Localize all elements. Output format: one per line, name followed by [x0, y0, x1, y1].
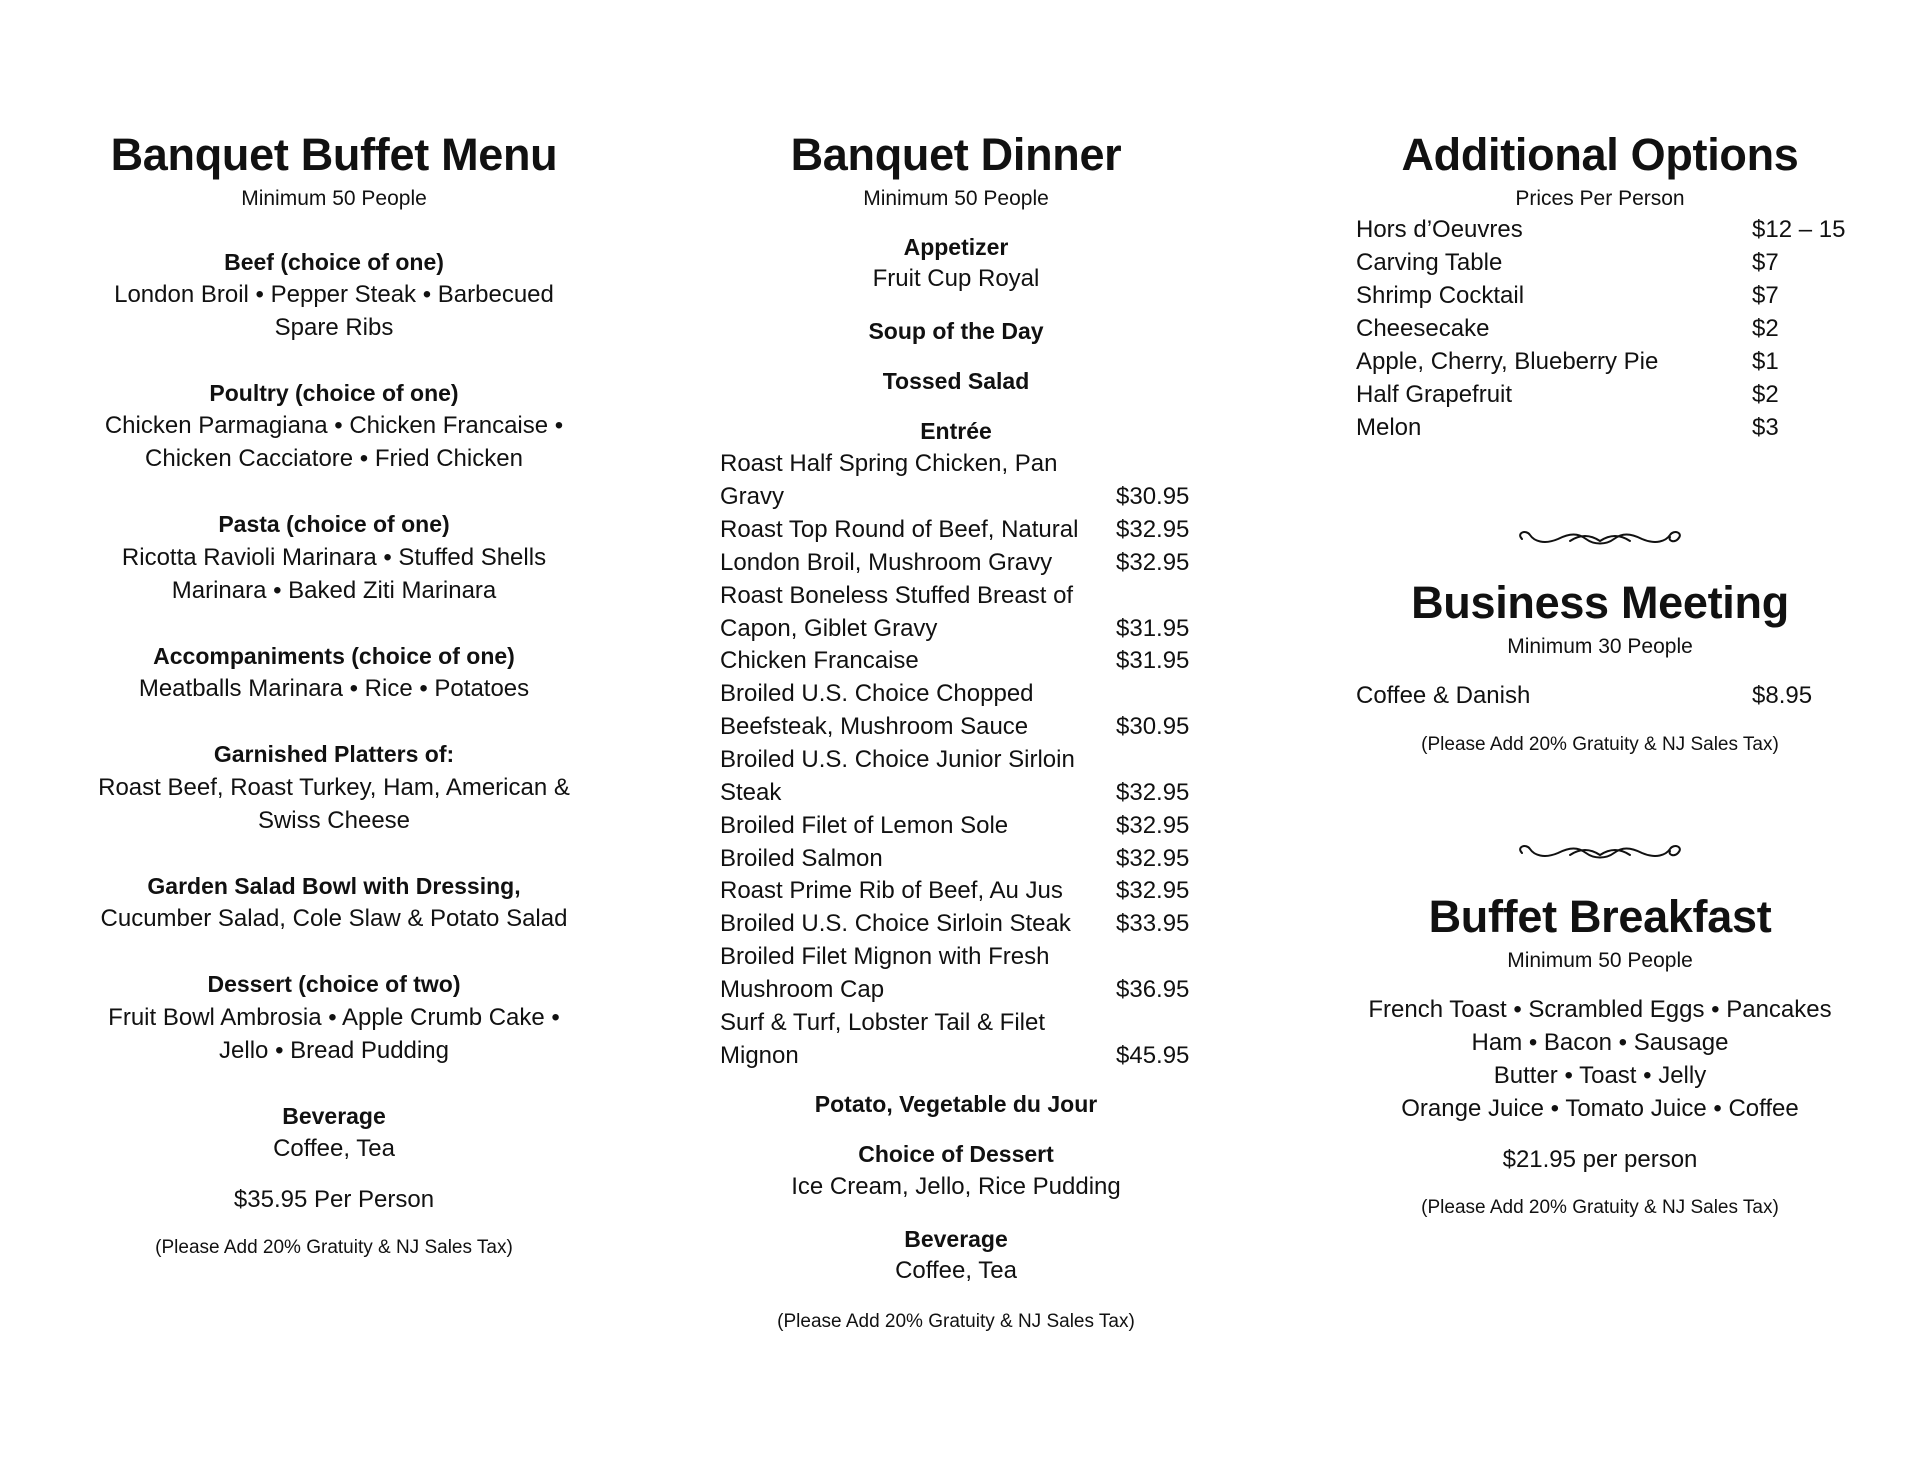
breakfast-line: French Toast • Scrambled Eggs • Pancakes: [1368, 996, 1832, 1023]
entree-item: Broiled U.S. Choice Sirloin Steak: [720, 910, 1071, 937]
option-item: Shrimp Cocktail: [1356, 282, 1525, 309]
entree-item: Capon, Giblet Gravy: [720, 615, 938, 642]
entree-price: $45.95: [1116, 1042, 1190, 1069]
entree-item: Beefsteak, Mushroom Sauce: [720, 713, 1029, 740]
buffet-section-line: Fruit Bowl Ambrosia • Apple Crumb Cake •: [108, 1004, 560, 1031]
entree-item: Roast Prime Rib of Beef, Au Jus: [720, 877, 1063, 904]
scroll-flourish-icon: [1510, 525, 1690, 555]
meeting-price: $8.95: [1752, 682, 1813, 709]
beverage-heading: Beverage: [904, 1226, 1008, 1252]
dessert-heading: Choice of Dessert: [858, 1141, 1054, 1167]
dessert-items: Ice Cream, Jello, Rice Pudding: [791, 1173, 1121, 1200]
entree-heading: Entrée: [920, 418, 992, 444]
meeting-item: Coffee & Danish: [1356, 682, 1531, 709]
entree-price: $31.95: [1116, 647, 1190, 674]
option-price: $2: [1752, 381, 1779, 408]
sides-heading: Potato, Vegetable du Jour: [814, 1091, 1098, 1117]
entree-price: $32.95: [1116, 845, 1190, 872]
entree-price: $30.95: [1116, 713, 1190, 740]
buffet-tax-note: (Please Add 20% Gratuity & NJ Sales Tax): [155, 1237, 513, 1258]
entree-item: Broiled Filet of Lemon Sole: [720, 812, 1009, 839]
entree-item: London Broil, Mushroom Gravy: [720, 549, 1053, 576]
option-price: $2: [1752, 315, 1779, 342]
option-price: $12 – 15: [1752, 216, 1846, 243]
meeting-title: Business Meeting: [1411, 577, 1789, 628]
entree-price: $32.95: [1116, 516, 1190, 543]
buffet-section-heading: Accompaniments (choice of one): [153, 643, 515, 669]
buffet-price: $35.95 Per Person: [233, 1186, 435, 1213]
scroll-flourish-icon: [1510, 839, 1690, 869]
buffet-section-heading: Poultry (choice of one): [209, 380, 459, 406]
entree-price: $36.95: [1116, 976, 1190, 1003]
appetizer-item: Fruit Cup Royal: [872, 265, 1040, 292]
buffet-section-line: Ricotta Ravioli Marinara • Stuffed Shells: [121, 544, 547, 571]
buffet-section-line: Jello • Bread Pudding: [219, 1037, 449, 1064]
buffet-section-heading: Pasta (choice of one): [218, 511, 450, 537]
breakfast-tax-note: (Please Add 20% Gratuity & NJ Sales Tax): [1421, 1197, 1779, 1218]
dinner-minimum: Minimum 50 People: [863, 187, 1049, 210]
beverage-items: Coffee, Tea: [895, 1257, 1017, 1284]
breakfast-line: Ham • Bacon • Sausage: [1471, 1029, 1729, 1056]
entree-price: $32.95: [1116, 812, 1190, 839]
option-item: Melon: [1356, 414, 1422, 441]
entree-item: Roast Half Spring Chicken, Pan: [720, 450, 1058, 477]
options-title: Additional Options: [1401, 129, 1799, 180]
breakfast-line: Orange Juice • Tomato Juice • Coffee: [1401, 1095, 1799, 1122]
breakfast-line: Butter • Toast • Jelly: [1493, 1062, 1707, 1089]
option-item: Carving Table: [1356, 249, 1503, 276]
buffet-section-heading: Garden Salad Bowl with Dressing,: [147, 873, 521, 899]
entree-item: Chicken Francaise: [720, 647, 919, 674]
option-item: Cheesecake: [1356, 315, 1490, 342]
buffet-section-line: Marinara • Baked Ziti Marinara: [171, 577, 497, 604]
option-item: Apple, Cherry, Blueberry Pie: [1356, 348, 1659, 375]
buffet-section-line: Cucumber Salad, Cole Slaw & Potato Salad: [100, 905, 568, 932]
appetizer-heading: Appetizer: [903, 234, 1009, 260]
option-price: $3: [1752, 414, 1779, 441]
buffet-section-line: London Broil • Pepper Steak • Barbecued: [114, 281, 554, 308]
options-subtitle: Prices Per Person: [1515, 187, 1685, 210]
entree-item: Roast Top Round of Beef, Natural: [720, 516, 1079, 543]
entree-item: Steak: [720, 779, 782, 806]
entree-item: Mignon: [720, 1042, 799, 1069]
option-item: Hors d’Oeuvres: [1356, 216, 1523, 243]
entree-item: Broiled Salmon: [720, 845, 883, 872]
option-price: $7: [1752, 282, 1779, 309]
buffet-section-heading: Garnished Platters of:: [213, 741, 455, 767]
breakfast-minimum: Minimum 50 People: [1507, 949, 1693, 972]
dinner-tax-note: (Please Add 20% Gratuity & NJ Sales Tax): [777, 1311, 1135, 1332]
soup-heading: Soup of the Day: [868, 318, 1044, 344]
buffet-section-line: Roast Beef, Roast Turkey, Ham, American &: [98, 774, 570, 801]
buffet-minimum: Minimum 50 People: [241, 187, 427, 210]
entree-item: Broiled Filet Mignon with Fresh: [720, 943, 1050, 970]
entree-item: Gravy: [720, 483, 785, 510]
breakfast-price: $21.95 per person: [1502, 1146, 1698, 1173]
buffet-section-line: Chicken Parmagiana • Chicken Francaise •: [104, 412, 564, 439]
buffet-section-heading: Beverage: [282, 1103, 386, 1129]
buffet-section-line: Chicken Cacciatore • Fried Chicken: [145, 445, 523, 472]
entree-price: $32.95: [1116, 877, 1190, 904]
buffet-section-line: Swiss Cheese: [257, 807, 411, 834]
buffet-section-heading: Beef (choice of one): [224, 249, 444, 275]
entree-item: Broiled U.S. Choice Chopped: [720, 680, 1034, 707]
option-item: Half Grapefruit: [1356, 381, 1513, 408]
salad-heading: Tossed Salad: [882, 368, 1030, 394]
option-price: $7: [1752, 249, 1779, 276]
meeting-tax-note: (Please Add 20% Gratuity & NJ Sales Tax): [1421, 734, 1779, 755]
buffet-section-line: Coffee, Tea: [273, 1135, 395, 1162]
entree-item: Mushroom Cap: [720, 976, 885, 1003]
entree-item: Surf & Turf, Lobster Tail & Filet: [720, 1009, 1046, 1036]
entree-item: Roast Boneless Stuffed Breast of: [720, 582, 1074, 609]
entree-price: $32.95: [1116, 549, 1190, 576]
entree-price: $33.95: [1116, 910, 1190, 937]
buffet-title: Banquet Buffet Menu: [110, 129, 558, 180]
option-price: $1: [1752, 348, 1779, 375]
entree-price: $32.95: [1116, 779, 1190, 806]
buffet-section-line: Meatballs Marinara • Rice • Potatoes: [138, 675, 530, 702]
buffet-section-heading: Dessert (choice of two): [207, 971, 461, 997]
breakfast-title: Buffet Breakfast: [1428, 891, 1772, 942]
meeting-minimum: Minimum 30 People: [1507, 635, 1693, 658]
dinner-title: Banquet Dinner: [790, 129, 1122, 180]
entree-item: Broiled U.S. Choice Junior Sirloin: [720, 746, 1075, 773]
buffet-section-line: Spare Ribs: [274, 314, 394, 341]
entree-price: $31.95: [1116, 615, 1190, 642]
entree-price: $30.95: [1116, 483, 1190, 510]
